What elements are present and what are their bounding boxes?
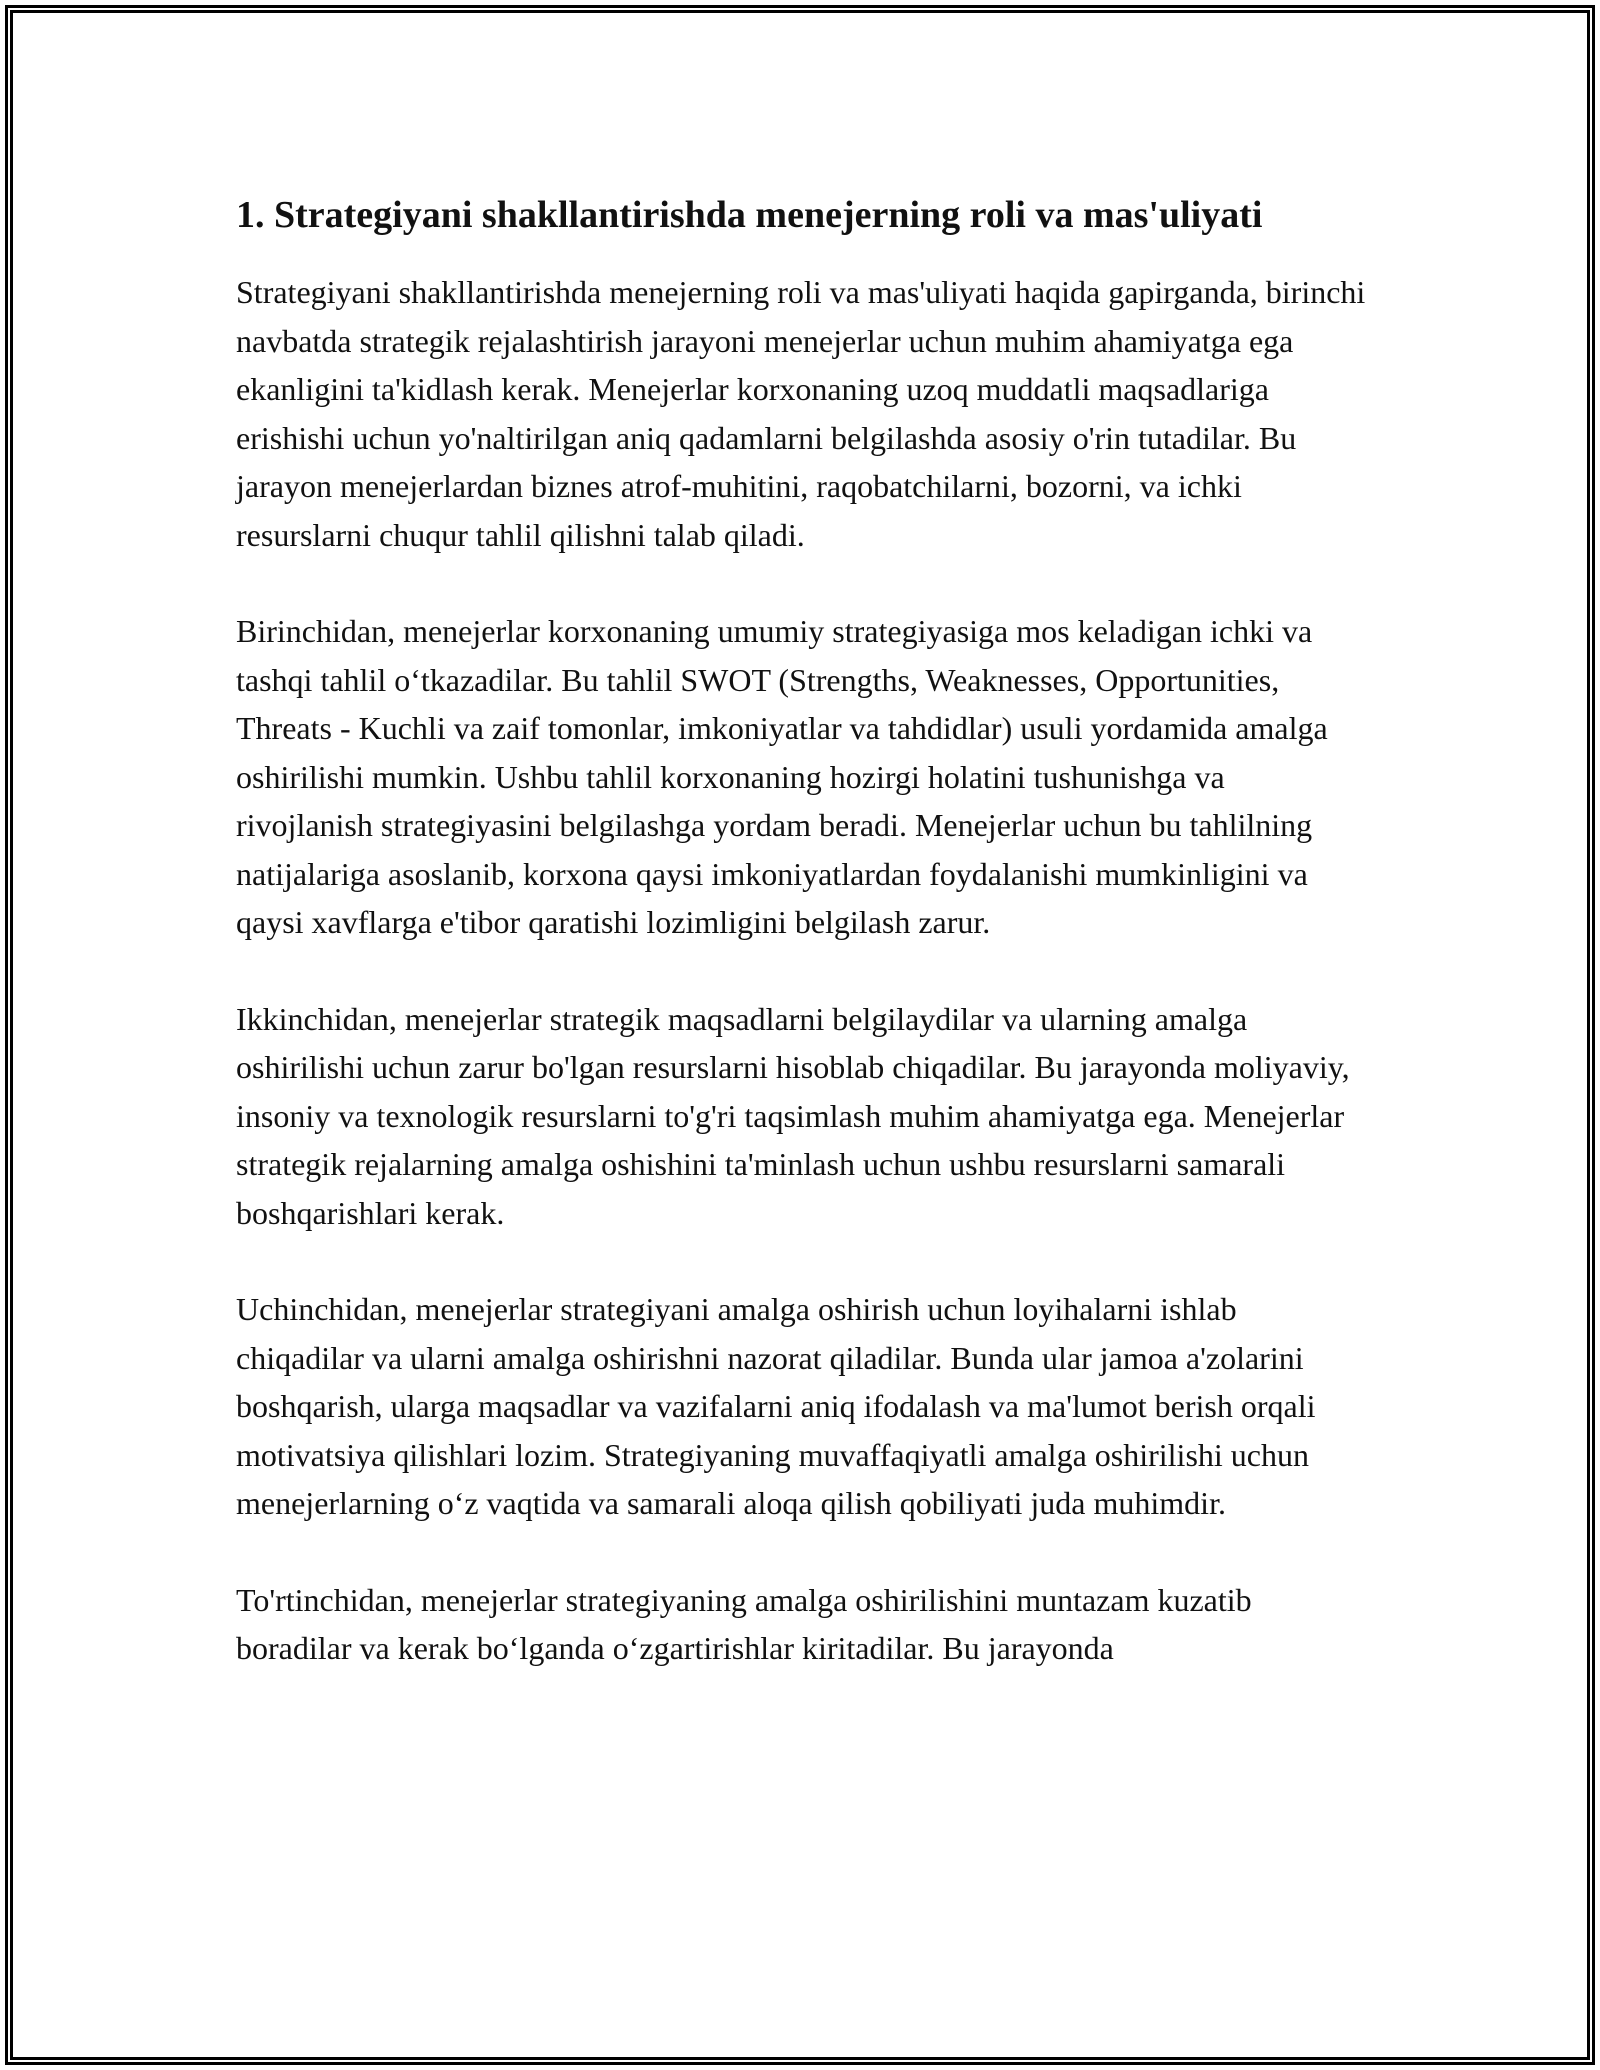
paragraph-third: Uchinchidan, menejerlar strategiyani amalga oshirish uchun loyihalarni ishlab chiqadilar va ularni amalga oshirishni nazorat qiladilar. Bunda ular jamoa a'zolarini boshqarish, ularga maqsadlar va vazifalarni aniq ifodalash va ma'lumot berish orqali motivatsiya qilishlari lozim. Strategiyaning muvaffaqiyatli amalga oshirilishi uchun menejerlarning o‘z vaqtida va samarali aloqa qilish qobiliyati juda muhimdir. <box>236 1291 1316 1521</box>
paragraph-first: Birinchidan, menejerlar korxonaning umumiy strategiyasiga mos keladigan ichki va tashqi tahlil o‘tkazadilar. Bu tahlil SWOT (Strengths, Weaknesses, Opportunities, Threats - Kuchli va zaif tomonlar, imkoniyatlar va tahdidlar) usuli yordamida amalga oshirilishi mumkin. Ushbu tahlil korxonaning hozirgi holatini tushunishga va rivojlanish strategiyasini belgilashga yordam beradi. Menejerlar uchun bu tahlilning natijalariga asoslanib, korxona qaysi imkoniyatlardan foydalanishi mumkinligini va qaysi xavflarga e'tibor qaratishi lozimligini belgilash zarur. <box>236 613 1328 940</box>
paragraph-second: Ikkinchidan, menejerlar strategik maqsadlarni belgilaydilar va ularning amalga oshirilishi uchun zarur bo'lgan resurslarni hisoblab chiqadilar. Bu jarayonda moliyaviy, insoniy va texnologik resurslarni to'g'ri taqsimlash muhim ahamiyatga ega. Menejerlar strategik rejalarning amalga oshishini ta'minlash uchun ushbu resurslarni samarali boshqarishlari kerak. <box>236 1000 1350 1231</box>
document-body <box>236 188 1366 1721</box>
paragraph-fourth: To'rtinchidan, menejerlar strategiyaning amalga oshirilishini muntazam kuzatib boradilar va kerak bo‘lganda o‘zgartirishlar kiritadilar. Bu jarayonda <box>236 1581 1252 1666</box>
paragraph-intro: Strategiyani shakllantirishda menejerning roli va mas'uliyati haqida gapirganda, birinchi navbatda strategik rejalashtirish jarayoni menejerlar uchun muhim ahamiyatga ega ekanligini ta'kidlash kerak. Menejerlar korxonaning uzoq muddatli maqsadlariga erishishi uchun yo'naltirilgan aniq qadamlarni belgilashda asosiy o'rin tutadilar. Bu jarayon menejerlardan biznes atrof-muhitini, raqobatchilarni, bozorni, va ichki resurslarni chuqur tahlil qilishni talab qiladi. <box>236 274 1366 553</box>
section-heading: 1. Strategiyani shakllantirishda menejerning roli va mas'uliyati <box>236 194 1263 236</box>
